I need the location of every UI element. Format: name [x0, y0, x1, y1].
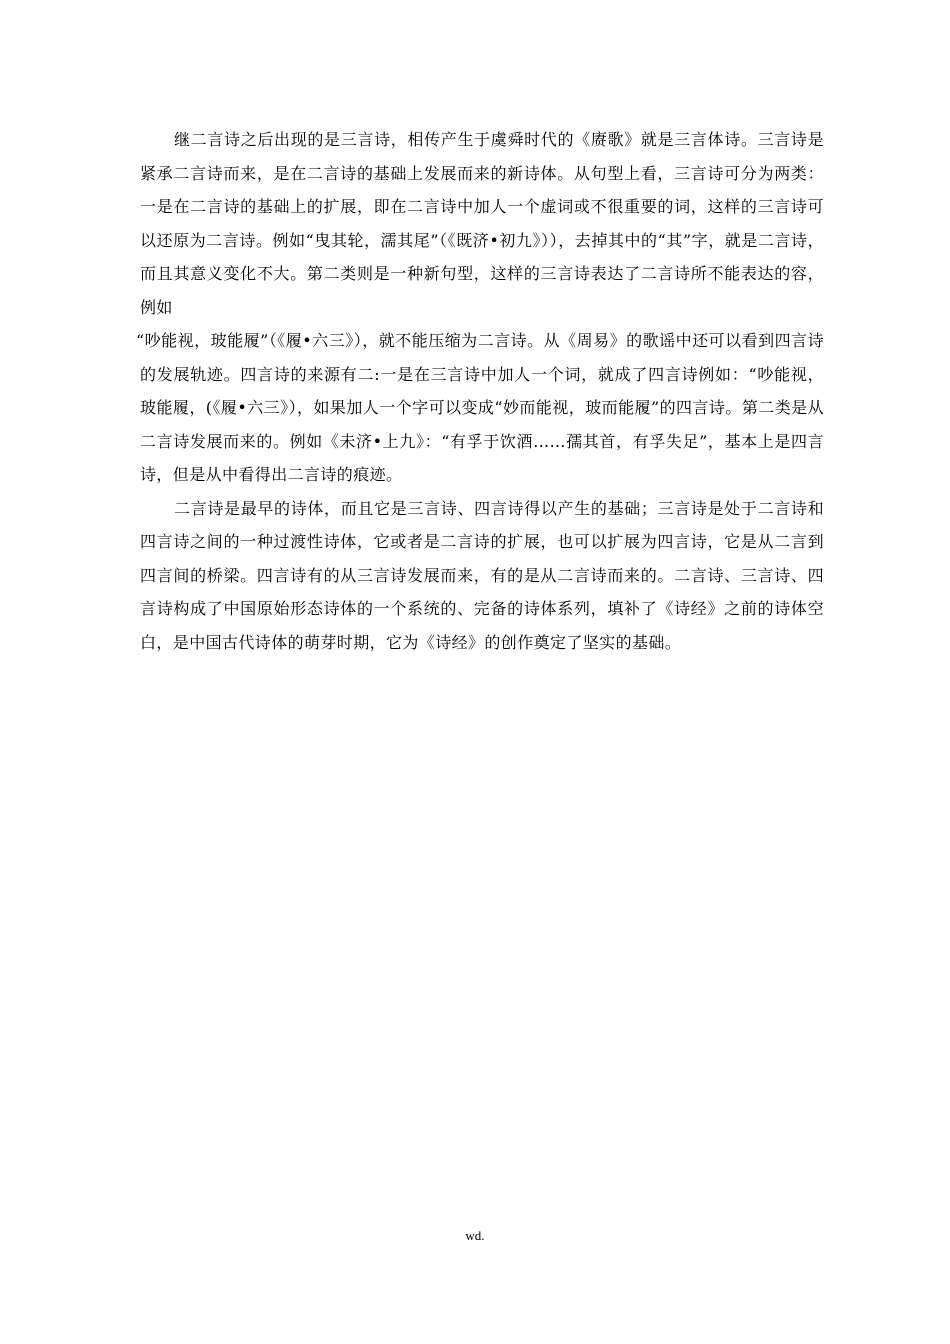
document-body [136, 123, 824, 659]
paragraph-3: 二言诗是最早的诗体，而且它是三言诗、四言诗得以产生的基础；三言诗是处于二言诗和四言诗之间的一种过渡性诗体，它或者是二言诗的扩展，也可以扩展为四言诗，它是从二言到四言间的桥梁。四言诗有的从三言诗发展而来，有的是从二言诗而来的。二言诗、三言诗、四言诗构成了中国原始形态诗体的一个系统的、完备的诗体系列，填补了《诗经》之前的诗体空白，是中国古代诗体的萌芽时期，它为《诗经》的创作奠定了坚实的基础。 [140, 498, 824, 652]
page-footer: wd. [465, 1228, 485, 1243]
paragraph-2: “吵能视，玻能履”（《履•六三》），就不能压缩为二言诗。从《周易》的歌谣中还可以看到四言诗的发展轨迹。四言诗的来源有二:一是在三言诗中加人一个词，就成了四言诗例如：“吵能视，玻能履，(《履•六三》），如果加人一个字可以变成“妙而能视，玻而能履”的四言诗。第二类是从二言诗发展而来的。例如《未济•上九》：“有孚于饮酒……孺其首，有孚失足”，基本上是四言诗，但是从中看得出二言诗的痕迹。 [136, 331, 824, 484]
paragraph-1: 继二言诗之后出现的是三言诗，相传产生于虞舜时代的《赓歌》就是三言体诗。三言诗是紧承二言诗而来，是在二言诗的基础上发展而来的新诗体。从句型上看，三言诗可分为两类：一是在二言诗的基础上的扩展，即在二言诗中加人一个虚词或不很重要的词，这样的三言诗可以还原为二言诗。例如“曳其轮，濡其尾”（《既济•初九》）），去掉其中的“其”字，就是二言诗，而且其意义变化不大。第二类则是一种新句型，这样的三言诗表达了二言诗所不能表达的容，例如 [140, 130, 824, 317]
